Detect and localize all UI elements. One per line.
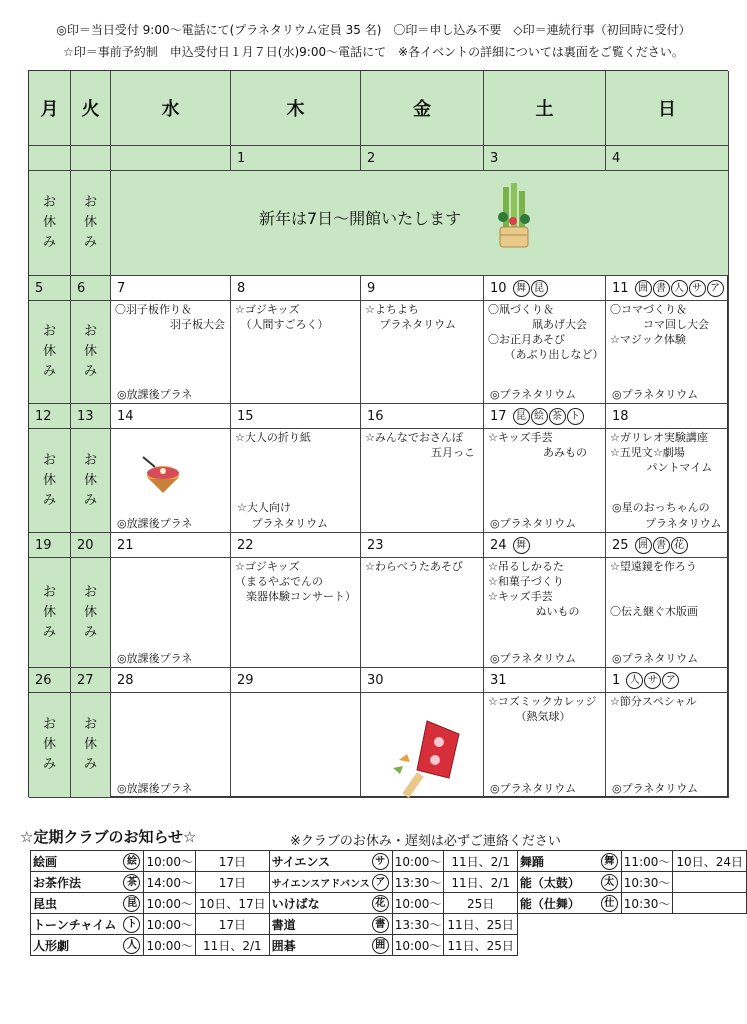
closed-label-char: お	[42, 195, 56, 210]
event-bottom-text: ◎プラネタリウム	[490, 517, 577, 530]
closed-label-char: み	[83, 624, 97, 640]
weekday-fri: 金	[361, 71, 484, 146]
club-mark-badge: 人	[626, 672, 643, 689]
event-text: ☆吊るしかるた ☆和菓子づくり ☆キッズ手芸 ぬいもの	[488, 560, 580, 618]
event-w2-wed	[111, 301, 231, 404]
event-bottom-text: ◎プラネタリウム	[490, 652, 577, 665]
club-dates	[673, 893, 747, 914]
event-w2-sun	[606, 301, 729, 404]
club-mark-badge: 囲	[635, 537, 652, 554]
club-mark-badge: 人	[671, 280, 688, 297]
club-name	[31, 872, 144, 893]
club-time: 11:00～	[621, 851, 673, 872]
date-w4-tue	[71, 533, 111, 558]
event-w3-sat	[484, 429, 606, 533]
date-number: 25	[612, 537, 629, 553]
club-mark-badge: 舞	[601, 853, 618, 870]
closed-label-char: み	[83, 364, 97, 379]
event-bottom-text: ◎放課後プラネ	[117, 517, 193, 530]
club-mark-badge: ア	[662, 672, 679, 689]
date-w2-sun	[606, 276, 729, 301]
club-name-text: 絵画	[33, 854, 58, 869]
date-w5-mon	[29, 668, 71, 693]
club-row	[31, 851, 747, 872]
weekday-wed: 水	[111, 71, 231, 146]
date-number: 2	[367, 150, 376, 166]
weekday-mon: 月	[29, 71, 71, 146]
club-name	[269, 893, 392, 914]
closed-w5-tue	[71, 693, 111, 798]
calendar-grid	[28, 70, 728, 797]
event-text: ☆大人の折り紙	[235, 431, 311, 444]
event-w4-sun	[606, 558, 729, 668]
legend-line-2: ☆印＝事前予約制 申込受付日１月７日(水)9:00～電話にて ※各イベントの詳細については裏面をご覧ください。	[63, 45, 684, 59]
event-text: 〇凧づくり＆ 凧あげ大会 〇お正月あそび （あぶり出しなど）	[488, 303, 604, 361]
club-dates: 11日、2/1	[196, 935, 270, 956]
closed-label-char: み	[83, 492, 97, 508]
club-name-text: トーンチャイム	[33, 917, 117, 932]
event-w5-wed	[111, 693, 231, 798]
date-w3-fri	[361, 404, 484, 429]
date-number: 29	[237, 672, 254, 688]
club-name	[517, 893, 621, 914]
closed-label-char: お	[83, 324, 97, 339]
event-text: ☆キッズ手芸 あみもの	[488, 431, 587, 459]
closed-label-char: み	[42, 757, 56, 772]
event-bottom-text: ◎プラネタリウム	[490, 388, 577, 401]
date-number: 14	[117, 408, 134, 424]
event-w2-thu	[231, 301, 361, 404]
date-number: 5	[35, 280, 44, 296]
club-mark-badge: サ	[644, 672, 661, 689]
closed-w2-tue	[71, 301, 111, 404]
club-mark-badge: ト	[567, 408, 584, 425]
club-mark-badge: 茶	[123, 874, 140, 891]
event-w4-wed	[111, 558, 231, 668]
closed-w2-mon	[29, 301, 71, 404]
club-dates: 25日	[444, 893, 518, 914]
date-w1-thu	[231, 146, 361, 171]
date-number: 8	[237, 280, 246, 296]
closed-label-char: お	[83, 452, 97, 468]
date-w3-thu	[231, 404, 361, 429]
date-w4-thu	[231, 533, 361, 558]
club-row	[31, 935, 747, 956]
date-w5-wed	[111, 668, 231, 693]
weekday-sun: 日	[606, 71, 729, 146]
club-name	[517, 851, 621, 872]
date-w2-tue	[71, 276, 111, 301]
closed-label-char: お	[42, 717, 56, 732]
legend-line-1: ◎印＝当日受付 9:00～電話にて(プラネタリウム定員 35 名) 〇印＝申し込み不要 ◇印＝連続行事（初回時に受付）	[56, 23, 691, 37]
date-number: 3	[490, 150, 499, 166]
date-w5-thu	[231, 668, 361, 693]
event-w4-thu	[231, 558, 361, 668]
new-year-notice: 新年は7日～開館いたします	[259, 209, 462, 228]
date-w1-fri	[361, 146, 484, 171]
club-mark-badge: 仕	[601, 895, 618, 912]
club-name	[31, 935, 144, 956]
event-text: ☆コズミックカレッジ （熱気球）	[488, 695, 597, 723]
date-number: 9	[367, 280, 376, 296]
club-mark-badge: 囲	[635, 280, 652, 297]
event-w3-thu	[231, 429, 361, 533]
closed-w5-mon	[29, 693, 71, 798]
event-text: ☆みんなでおさんぽ 五月っこ	[365, 431, 475, 459]
club-time: 10:00～	[392, 893, 444, 914]
event-bottom-text: ◎プラネタリウム	[490, 782, 577, 795]
date-number: 6	[77, 280, 86, 296]
club-name-text: 囲碁	[271, 938, 296, 953]
hagoita-illustration	[387, 716, 467, 805]
club-mark-badge: 昆	[123, 895, 140, 912]
club-name	[31, 893, 144, 914]
spinning-top-illustration	[137, 451, 183, 501]
event-bottom-text: ◎星のおっちゃんの プラネタリウム	[612, 501, 722, 530]
club-name-text: 昆虫	[33, 896, 58, 911]
date-w4-mon	[29, 533, 71, 558]
date-number: 21	[117, 537, 134, 553]
event-text: 〇コマづくり＆ コマ回し大会 ☆マジック体験	[610, 303, 709, 346]
event-text: ☆ガリレオ実験講座 ☆五児文☆劇場 パントマイム	[610, 431, 713, 474]
closed-label-char: み	[83, 757, 97, 772]
date-w3-sat	[484, 404, 606, 429]
club-name	[31, 914, 144, 935]
club-name	[31, 851, 144, 872]
event-bottom-text: ◎放課後プラネ	[117, 388, 193, 401]
club-dates	[673, 872, 747, 893]
club-mark-badge: 絵	[123, 853, 140, 870]
club-mark-badge: 舞	[513, 537, 530, 554]
club-name-text: 人形劇	[33, 938, 70, 953]
club-mark-badge: 人	[123, 937, 140, 954]
club-time: 10:00～	[392, 851, 444, 872]
closed-label-char: 休	[42, 215, 56, 230]
event-bottom-text: ◎プラネタリウム	[612, 388, 699, 401]
date-w1-sun	[606, 146, 729, 171]
date-number: 26	[35, 672, 52, 688]
event-text: ☆よちよち プラネタリウム	[365, 303, 457, 331]
club-mark-badge: 昆	[531, 280, 548, 297]
closed-label-char: み	[42, 364, 56, 379]
event-bottom-text: ◎プラネタリウム	[612, 652, 699, 665]
club-marks	[513, 537, 531, 554]
date-number: 4	[612, 150, 621, 166]
date-w1-wed	[111, 146, 231, 171]
closed-w1-tue	[71, 171, 111, 276]
date-w2-mon	[29, 276, 71, 301]
date-number: 18	[612, 408, 629, 424]
closed-label-char: 休	[42, 604, 56, 620]
club-mark-badge: ト	[123, 916, 140, 933]
date-w4-fri	[361, 533, 484, 558]
club-dates: 10日、24日	[673, 851, 747, 872]
closed-label-char: 休	[83, 737, 97, 752]
weekday-thu: 木	[231, 71, 361, 146]
date-w2-fri	[361, 276, 484, 301]
club-dates: 11日、25日	[444, 935, 518, 956]
event-w2-sat	[484, 301, 606, 404]
closed-label-char: お	[83, 195, 97, 210]
club-mark-badge: ア	[707, 280, 724, 297]
club-time: 13:30～	[392, 914, 444, 935]
date-w3-wed	[111, 404, 231, 429]
club-name-text: サイエンスアドバンス	[271, 878, 370, 890]
club-dates: 17日	[196, 914, 270, 935]
event-w4-fri	[361, 558, 484, 668]
club-row	[31, 914, 747, 935]
club-mark-badge: サ	[372, 853, 389, 870]
club-name	[269, 935, 392, 956]
date-w5-sat	[484, 668, 606, 693]
club-time: 13:30～	[392, 872, 444, 893]
closed-label-char: 休	[83, 472, 97, 488]
date-w2-sat	[484, 276, 606, 301]
date-w5-fri	[361, 668, 484, 693]
date-number: 23	[367, 537, 384, 553]
club-name-text: サイエンス	[271, 854, 330, 869]
club-name-text: いけばな	[271, 896, 320, 911]
event-w5-thu	[231, 693, 361, 798]
event-w5-sun	[606, 693, 729, 798]
closed-label-char: お	[83, 584, 97, 600]
club-mark-badge: 絵	[531, 408, 548, 425]
club-time: 10:00～	[392, 935, 444, 956]
date-number: 27	[77, 672, 94, 688]
date-w3-tue	[71, 404, 111, 429]
date-number: 12	[35, 408, 52, 424]
club-time: 10:00～	[144, 893, 196, 914]
date-w4-sat	[484, 533, 606, 558]
date-w3-mon	[29, 404, 71, 429]
date-number: 10	[490, 280, 507, 296]
club-dates: 11日、2/1	[444, 851, 518, 872]
closed-w1-mon	[29, 171, 71, 276]
event-text: ☆節分スペシャル	[610, 695, 697, 708]
date-number: 22	[237, 537, 254, 553]
event-w3-fri	[361, 429, 484, 533]
closed-label-char: み	[42, 235, 56, 250]
event-text: ☆望遠鏡を作ろう 〇伝え継ぐ木版画	[610, 560, 698, 618]
closed-label-char: 休	[42, 472, 56, 488]
club-dates: 17日	[196, 872, 270, 893]
event-w3-sun	[606, 429, 729, 533]
date-w3-sun	[606, 404, 729, 429]
date-w2-wed	[111, 276, 231, 301]
club-mark-badge: 書	[372, 916, 389, 933]
closed-w4-mon	[29, 558, 71, 668]
date-number: 1	[612, 672, 621, 688]
date-w1-sat	[484, 146, 606, 171]
club-name	[269, 851, 392, 872]
club-mark-badge: 書	[653, 280, 670, 297]
event-bottom-text: ◎プラネタリウム	[612, 782, 699, 795]
clubs-table	[30, 850, 747, 956]
club-time: 14:00～	[144, 872, 196, 893]
club-marks	[635, 280, 725, 297]
date-number: 30	[367, 672, 384, 688]
closed-label-char: み	[42, 492, 56, 508]
date-w1-tue	[71, 146, 111, 171]
club-mark-badge: 昆	[513, 408, 530, 425]
club-name-text: 能（太鼓）	[519, 875, 580, 890]
club-mark-badge: 茶	[549, 408, 566, 425]
date-number: 13	[77, 408, 94, 424]
club-mark-badge: 舞	[513, 280, 530, 297]
club-row	[31, 893, 747, 914]
date-number: 28	[117, 672, 134, 688]
closed-label-char: お	[42, 584, 56, 600]
club-name-text: お茶作法	[33, 875, 82, 890]
club-name-text: 舞踊	[519, 854, 544, 869]
date-w5-sun	[606, 668, 729, 693]
club-dates: 17日	[196, 851, 270, 872]
club-time: 10:30～	[621, 893, 673, 914]
club-marks	[513, 280, 549, 297]
kadomatsu-illustration	[491, 181, 535, 257]
club-name	[517, 872, 621, 893]
date-w4-sun	[606, 533, 729, 558]
closed-label-char: 休	[42, 737, 56, 752]
event-bottom-text: ◎放課後プラネ	[117, 652, 193, 665]
closed-label-char: み	[42, 624, 56, 640]
event-bottom-text: ◎放課後プラネ	[117, 782, 193, 795]
club-mark-badge: 太	[601, 874, 618, 891]
closed-label-char: 休	[83, 344, 97, 359]
date-number: 24	[490, 537, 507, 553]
closed-label-char: 休	[42, 344, 56, 359]
closed-label-char: 休	[83, 604, 97, 620]
club-dates: 11日、25日	[444, 914, 518, 935]
event-text: ☆ゴジキッズ （人間すごろく）	[235, 303, 329, 331]
club-time: 10:30～	[621, 872, 673, 893]
event-w5-sat	[484, 693, 606, 798]
clubs-note: ※クラブのお休み・遅刻は必ずご連絡ください	[290, 834, 561, 849]
event-text: ☆ゴジキッズ （まるやぶでんの 楽器体験コンサート）	[235, 560, 356, 603]
event-text: 〇羽子板作り＆ 羽子板大会	[115, 303, 225, 331]
date-w5-tue	[71, 668, 111, 693]
closed-label-char: お	[42, 452, 56, 468]
event-bottom-text: ☆大人向け プラネタリウム	[237, 501, 329, 530]
event-w4-sat	[484, 558, 606, 668]
club-time: 10:00～	[144, 914, 196, 935]
club-mark-badge: ア	[372, 874, 389, 891]
club-time: 10:00～	[144, 935, 196, 956]
club-marks	[626, 672, 680, 689]
date-number: 31	[490, 672, 507, 688]
date-number: 19	[35, 537, 52, 553]
event-w2-fri	[361, 301, 484, 404]
date-w2-thu	[231, 276, 361, 301]
club-name	[269, 872, 392, 893]
weekday-sat: 土	[484, 71, 606, 146]
date-number: 15	[237, 408, 254, 424]
club-mark-badge: 書	[653, 537, 670, 554]
closed-w3-tue	[71, 429, 111, 533]
closed-label-char: お	[42, 324, 56, 339]
date-w1-mon	[29, 146, 71, 171]
club-mark-badge: 花	[372, 895, 389, 912]
club-time: 10:00～	[144, 851, 196, 872]
event-text: ☆わらべうたあそび	[365, 560, 463, 573]
club-name-text: 能（仕舞）	[519, 896, 580, 911]
closed-w4-tue	[71, 558, 111, 668]
closed-w3-mon	[29, 429, 71, 533]
date-number: 7	[117, 280, 126, 296]
date-number: 11	[612, 280, 629, 296]
club-mark-badge: 囲	[372, 937, 389, 954]
date-number: 20	[77, 537, 94, 553]
club-dates: 11日、2/1	[444, 872, 518, 893]
date-w4-wed	[111, 533, 231, 558]
club-name	[269, 914, 392, 935]
date-number: 1	[237, 150, 246, 166]
club-row	[31, 872, 747, 893]
club-mark-badge: 花	[671, 537, 688, 554]
club-marks	[635, 537, 689, 554]
date-number: 17	[490, 408, 507, 424]
clubs-title: ☆定期クラブのお知らせ☆	[20, 828, 197, 846]
closed-label-char: 休	[83, 215, 97, 230]
closed-label-char: み	[83, 235, 97, 250]
club-marks	[513, 408, 585, 425]
weekday-tue: 火	[71, 71, 111, 146]
club-name-text: 書道	[271, 917, 296, 932]
club-mark-badge: サ	[689, 280, 706, 297]
closed-label-char: お	[83, 717, 97, 732]
club-dates: 10日、17日	[196, 893, 270, 914]
date-number: 16	[367, 408, 384, 424]
